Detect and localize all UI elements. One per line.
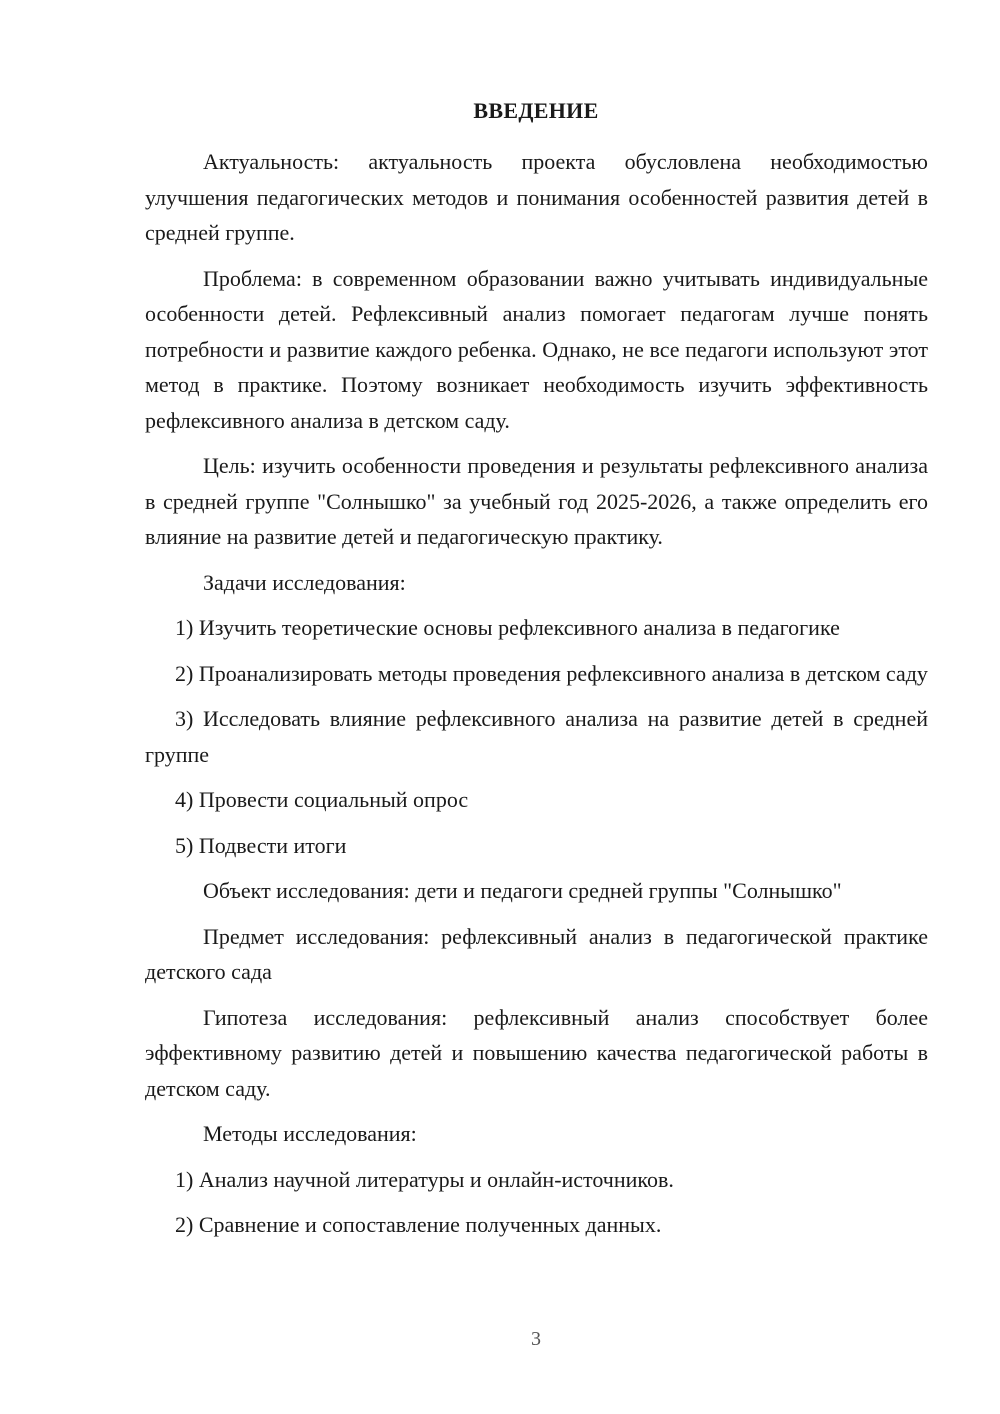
section-heading: ВВЕДЕНИЕ bbox=[473, 98, 599, 123]
paragraph-problem: Проблема: в современном образовании важно учитывать индивидуальные особенности детей. Рефлексивный анализ помогает педагогам лучше понять потребности и развитие каждого ребенка. Однако, не все педагоги используют этот метод в практике. Поэтому возникает необходимость изучить эффективность рефлексивного анализа в детском саду. bbox=[145, 265, 928, 433]
list-item-task-5: 5) Подвести итоги bbox=[175, 832, 347, 858]
page-number: 3 bbox=[531, 1328, 541, 1350]
paragraph-goal: Цель: изучить особенности проведения и результаты рефлексивного анализа в средней группе "Солнышко" за учебный год 2025-2026, а также определить его влияние на развитие детей и педагогическую практику. bbox=[145, 453, 928, 549]
list-item-method-1: 1) Анализ научной литературы и онлайн-источников. bbox=[175, 1166, 674, 1192]
paragraph-methods-heading: Методы исследования: bbox=[203, 1121, 417, 1146]
list-item-task-1: 1) Изучить теоретические основы рефлексивного анализа в педагогике bbox=[175, 615, 840, 640]
paragraph-relevance: Актуальность: актуальность проекта обусловлена необходимостью улучшения педагогических методов и понимания особенностей развития детей в средней группе. bbox=[145, 149, 928, 245]
paragraph-subject: Предмет исследования: рефлексивный анализ в педагогической практике детского сада bbox=[145, 923, 928, 984]
paragraph-object: Объект исследования: дети и педагоги средней группы "Солнышко" bbox=[203, 878, 842, 903]
list-item-method-2: 2) Сравнение и сопоставление полученных данных. bbox=[175, 1212, 662, 1237]
list-item-task-4: 4) Провести социальный опрос bbox=[175, 787, 469, 812]
list-item-task-2: 2) Проанализировать методы проведения рефлексивного анализа в детском саду bbox=[175, 660, 928, 686]
document-body bbox=[145, 144, 928, 1253]
list-item-task-3: 3) Исследовать влияние рефлексивного анализа на развитие детей в средней группе bbox=[145, 706, 928, 767]
paragraph-hypothesis: Гипотеза исследования: рефлексивный анализ способствует более эффективному развитию детей и повышению качества педагогической работы в детском саду. bbox=[145, 1004, 928, 1101]
paragraph-tasks-heading: Задачи исследования: bbox=[203, 569, 406, 595]
